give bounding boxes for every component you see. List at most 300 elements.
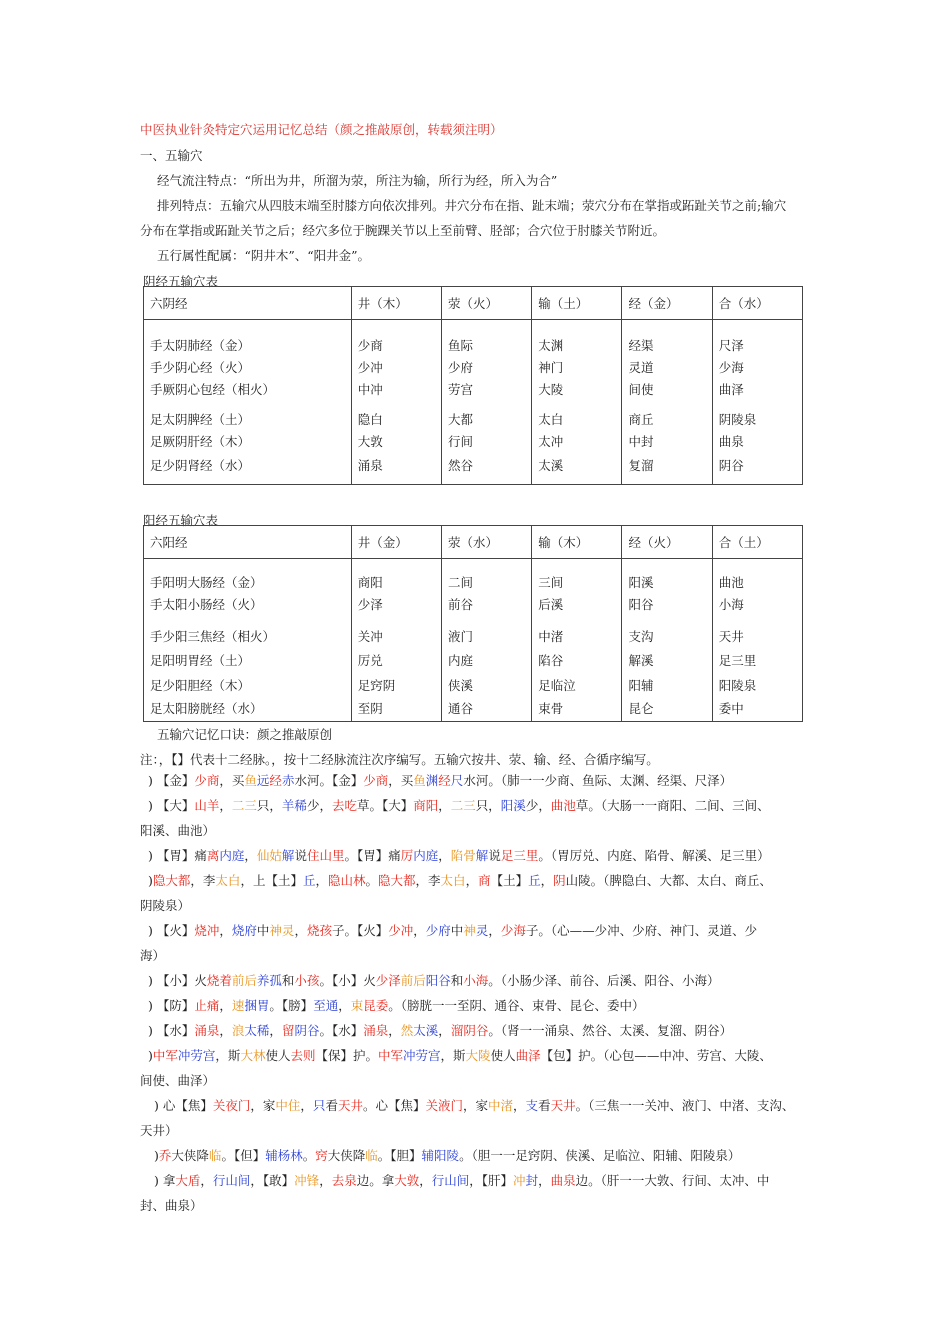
- highlight-text: 少泽: [375, 973, 401, 988]
- plain-text: 中: [450, 923, 464, 938]
- highlight-text: 曲泽: [515, 1048, 541, 1063]
- highlight-text: 窍: [315, 1148, 328, 1163]
- mnemonic-line: [140, 793, 820, 818]
- highlight-text: 辅阳陵: [421, 1148, 460, 1163]
- highlight-text: 烧着: [206, 973, 232, 988]
- mnemonic-line: [140, 1118, 820, 1143]
- table-cell: 太冲: [538, 434, 564, 449]
- highlight-text: 赤: [281, 773, 295, 788]
- plain-text: ，: [540, 873, 554, 888]
- table-cell: 涌泉: [357, 458, 383, 473]
- highlight-text: 行山间: [212, 1173, 251, 1188]
- highlight-text: 太稀: [244, 1023, 270, 1038]
- plain-text: ，: [388, 1023, 401, 1038]
- highlight-text: 太溪: [413, 1023, 439, 1038]
- jing-well-column: [351, 320, 441, 485]
- highlight-text: 支: [525, 1098, 539, 1113]
- table-cell: 后溪: [538, 597, 564, 612]
- jing-river-column: [622, 559, 712, 722]
- highlight-text: 丘: [302, 873, 316, 888]
- plain-text: ，: [294, 923, 307, 938]
- highlight-text: 神灵: [269, 923, 295, 938]
- table-cell: 关冲: [357, 629, 383, 644]
- plain-text: 。: [365, 873, 379, 888]
- highlight-text: 神: [463, 923, 476, 938]
- table-cell: 阳陵泉: [718, 678, 757, 693]
- table-cell: 手少阴心经（火）: [150, 360, 251, 375]
- header-cell: 经（金）: [622, 287, 712, 320]
- plain-text: 【保】护。: [315, 1048, 378, 1063]
- highlight-text: 太白: [215, 873, 241, 888]
- header-cell: 六阳经: [144, 526, 352, 559]
- table-cell: 少府: [447, 360, 473, 375]
- plain-text: ，家: [250, 1098, 276, 1113]
- highlight-text: 前后: [231, 973, 257, 988]
- plain-text: 。心【焦】: [362, 1098, 426, 1113]
- jing-well-column: [351, 559, 441, 722]
- highlight-text: 解: [281, 848, 295, 863]
- table-cell: 陷谷: [538, 653, 564, 668]
- plain-text: ，: [269, 1023, 282, 1038]
- header-cell: 荥（水）: [441, 526, 531, 559]
- plain-text: ，: [538, 1173, 551, 1188]
- plain-text: 。: [302, 1148, 316, 1163]
- table-cell: 隐白: [357, 412, 383, 427]
- plain-text: 使人: [265, 1048, 291, 1063]
- table-cell: 束骨: [538, 701, 564, 716]
- table-cell: 中渚: [538, 629, 564, 644]
- highlight-text: 隐山林: [327, 873, 366, 888]
- plain-text: 子。（心——少冲、少府、神门、灵道、少: [525, 923, 758, 938]
- plain-text: ): [148, 873, 153, 888]
- highlight-text: 去泉: [331, 1173, 357, 1188]
- table-cell: 前谷: [447, 597, 473, 612]
- table-cell: 足少阳胆经（木）: [150, 678, 251, 693]
- plain-text: ，: [319, 1173, 332, 1188]
- highlight-text: 封: [525, 1173, 539, 1188]
- plain-text: 。（胆一一足窍阴、侠溪、足临泣、阳辅、阳陵泉）: [459, 1148, 741, 1163]
- plain-text: ，李: [190, 873, 216, 888]
- plain-text: 天井）: [140, 1123, 178, 1138]
- table-cell: 阳辅: [628, 678, 654, 693]
- mnemonic-line: [140, 1018, 820, 1043]
- highlight-text: 去吃: [331, 798, 357, 813]
- table-cell: 手阳明大肠经（金）: [150, 575, 263, 590]
- table-cell: 天井: [718, 629, 744, 644]
- plain-text: ，: [438, 1023, 451, 1038]
- highlight-text: 山羊: [194, 798, 220, 813]
- table-cell: 太渊: [538, 338, 564, 353]
- highlight-text: 关液门: [425, 1098, 463, 1113]
- table-cell: 曲池: [718, 575, 744, 590]
- table-cell: 二间: [447, 575, 473, 590]
- plain-text: 。（胃厉兑、内庭、陷骨、解溪、足三里）: [538, 848, 770, 863]
- highlight-text: 溜阴谷: [450, 1023, 489, 1038]
- plain-text: ，: [219, 998, 232, 1013]
- plain-text: 子。【火】: [331, 923, 389, 938]
- ying-spring-column: [441, 320, 531, 485]
- yin-table: [143, 286, 803, 485]
- plain-text: 草。（大肠一一商阳、二间、三间、: [575, 798, 770, 813]
- plain-text: 。（小肠少泽、前谷、后溪、阳谷、小海）: [488, 973, 720, 988]
- table-cell: 阳谷: [628, 597, 654, 612]
- table-cell: 足太阴脾经（土）: [150, 412, 251, 427]
- highlight-text: 商: [478, 873, 491, 888]
- paragraph-arrangement-2: 分布在掌指或跖趾关节之后；经穴多位于腕踝关节以上至前臂、胫部；合穴位于肘膝关节附近。: [140, 223, 666, 238]
- highlight-text: 陷骨: [450, 848, 476, 863]
- plain-text: ，: [219, 798, 232, 813]
- shu-stream-column: [532, 559, 622, 722]
- table-cell: 劳宫: [447, 382, 473, 397]
- table-cell: 少海: [718, 360, 744, 375]
- plain-text: 【土】: [490, 873, 529, 888]
- highlight-text: 冲: [513, 1173, 526, 1188]
- plain-text: 和: [281, 973, 295, 988]
- table-cell: 足太阳膀胱经（水）: [150, 701, 263, 716]
- header-cell: 荥（火）: [441, 287, 531, 320]
- table-cell: 大敦: [357, 434, 383, 449]
- plain-text: ，斯: [440, 1048, 466, 1063]
- highlight-text: 渊: [425, 773, 439, 788]
- plain-text: 边。（肝一一大敦、行间、太冲、中: [575, 1173, 770, 1188]
- plain-text: ) 【小】火: [148, 973, 207, 988]
- mnemonic-line: [140, 818, 820, 843]
- table-cell: 侠溪: [447, 678, 473, 693]
- plain-text: ，: [513, 1098, 526, 1113]
- highlight-text: 冲劳宫: [177, 1048, 216, 1063]
- table-cell: 液门: [447, 629, 473, 644]
- plain-text: 少，: [306, 798, 332, 813]
- highlight-text: 隐大都: [378, 873, 416, 888]
- table-cell: 大陵: [538, 382, 564, 397]
- plain-text: 只，: [256, 798, 282, 813]
- highlight-text: 离: [206, 848, 220, 863]
- highlight-text: 束: [350, 998, 364, 1013]
- plain-text: 。（肾一一涌泉、然谷、太溪、复溜、阴谷）: [488, 1023, 733, 1038]
- table-cell: 行间: [447, 434, 473, 449]
- plain-text: ): [154, 1148, 159, 1163]
- plain-text: 边。拿: [356, 1173, 395, 1188]
- highlight-text: 养孤: [256, 973, 282, 988]
- plain-text: ，: [200, 1173, 213, 1188]
- plain-text: 说: [488, 848, 501, 863]
- header-cell: 输（木）: [532, 526, 622, 559]
- table-cell: 间使: [628, 382, 654, 397]
- highlight-text: 涌泉: [194, 1023, 220, 1038]
- plain-text: ，: [219, 923, 232, 938]
- highlight-text: 阴: [553, 873, 566, 888]
- header-cell: 经（火）: [622, 526, 712, 559]
- mnemonic-list: [140, 768, 820, 1218]
- highlight-text: 临: [208, 1148, 222, 1163]
- highlight-text: 中军: [378, 1048, 404, 1063]
- table-cell: 中封: [628, 434, 654, 449]
- highlight-text: 中军: [152, 1048, 178, 1063]
- highlight-text: 烧孩: [306, 923, 332, 938]
- table-cell: 曲泉: [718, 434, 744, 449]
- highlight-text: 阳谷: [425, 973, 451, 988]
- table-cell: 阴谷: [718, 458, 744, 473]
- yang-table-caption: 阳经五输穴表: [143, 513, 219, 528]
- plain-text: ，买: [388, 773, 414, 788]
- highlight-text: 内庭: [413, 848, 439, 863]
- page-title: 中医执业针灸特定穴运用记忆总结（颜之推敲原创，转载须注明）: [140, 122, 503, 137]
- header-cell: 井（金）: [351, 526, 441, 559]
- section-heading: 一、五输穴: [140, 148, 203, 163]
- table-cell: 复溜: [628, 458, 654, 473]
- table-cell: 商丘: [628, 412, 654, 427]
- plain-text: ，: [338, 998, 351, 1013]
- table-cell: 手厥阴心包经（相火）: [150, 382, 276, 397]
- highlight-text: 乔: [158, 1148, 172, 1163]
- table-cell: 神门: [538, 360, 564, 375]
- plain-text: 水河。【金】: [294, 773, 364, 788]
- highlight-text: 去则: [290, 1048, 316, 1063]
- plain-text: ) 【大】: [148, 798, 195, 813]
- plain-text: 水河。（肺一一少商、鱼际、太渊、经渠、尺泽）: [463, 773, 733, 788]
- plain-text: 使人: [490, 1048, 516, 1063]
- plain-text: ，: [488, 923, 501, 938]
- plain-text: 大侠降: [171, 1148, 209, 1163]
- highlight-text: 丘: [528, 873, 541, 888]
- highlight-text: 羊稀: [281, 798, 307, 813]
- mnemonic-line: [140, 968, 820, 993]
- highlight-text: 速: [231, 998, 245, 1013]
- plain-text: ，: [413, 923, 426, 938]
- highlight-text: 浪: [231, 1023, 245, 1038]
- mnemonic-line: [140, 893, 820, 918]
- highlight-text: 只: [312, 1098, 326, 1113]
- plain-text: 。【水】: [319, 1023, 364, 1038]
- table-cell: 经渠: [628, 338, 654, 353]
- highlight-text: 解: [475, 848, 489, 863]
- plain-text: 和: [450, 973, 464, 988]
- plain-text: ) 心【焦】: [154, 1098, 213, 1113]
- plain-text: 。（三焦一一关冲、液门、中渚、支沟、: [575, 1098, 795, 1113]
- he-sea-column: [712, 320, 802, 485]
- highlight-text: 隐大都: [152, 873, 191, 888]
- table-cell: 至阴: [357, 701, 383, 716]
- plain-text: 。【胃】痛: [344, 848, 401, 863]
- highlight-text: 烧冲: [194, 923, 220, 938]
- plain-text: 。【膀】: [269, 998, 314, 1013]
- mnemonic-note: 注：，【】代表十二经脉。，按十二经脉流注次序编写。五输穴按井、荥、输、经、合循序编写。: [140, 752, 659, 767]
- meridian-column: [144, 559, 352, 722]
- plain-text: 海）: [140, 948, 166, 963]
- table-cell: 太白: [538, 412, 564, 427]
- table-cell: 鱼际: [447, 338, 473, 353]
- highlight-text: 中住: [275, 1098, 301, 1113]
- header-cell: 六阴经: [144, 287, 352, 320]
- table-cell: 解溪: [628, 653, 654, 668]
- table-cell: 厉兑: [357, 653, 383, 668]
- mnemonic-line: [140, 1168, 820, 1193]
- plain-text: ，【肝】: [469, 1173, 514, 1188]
- yin-table-caption: 阴经五输穴表: [143, 274, 219, 289]
- table-cell: 足厥阴肝经（木）: [150, 434, 251, 449]
- plain-text: ，: [300, 1098, 313, 1113]
- plain-text: 。【胆】: [377, 1148, 422, 1163]
- plain-text: ，李: [415, 873, 441, 888]
- highlight-text: 住山里: [306, 848, 345, 863]
- highlight-text: 二三: [231, 798, 257, 813]
- highlight-text: 天井: [337, 1098, 363, 1113]
- plain-text: ) 【金】: [148, 773, 195, 788]
- plain-text: ，: [438, 848, 451, 863]
- table-cell: 手太阳小肠经（火）: [150, 597, 263, 612]
- mnemonic-heading: 五输穴记忆口诀：颜之推敲原创: [157, 727, 333, 742]
- paragraph-five-elements: 五行属性配属：“阴井木”、“阳井金”。: [157, 248, 371, 263]
- highlight-text: 冲劳宫: [403, 1048, 441, 1063]
- table-cell: 商阳: [357, 575, 383, 590]
- plain-text: 。（膀胱一一至阴、通谷、束骨、昆仑、委中）: [388, 998, 645, 1013]
- mnemonic-line: [140, 943, 820, 968]
- highlight-text: 前后: [400, 973, 426, 988]
- table-cell: 三间: [538, 575, 564, 590]
- highlight-text: 冲锋: [294, 1173, 320, 1188]
- mnemonic-line: [140, 993, 820, 1018]
- plain-text: ) 拿: [154, 1173, 176, 1188]
- plain-text: 说: [294, 848, 307, 863]
- plain-text: 阳溪、曲池）: [140, 823, 216, 838]
- highlight-text: 内庭: [219, 848, 245, 863]
- highlight-text: 曲泉: [550, 1173, 576, 1188]
- mnemonic-line: [140, 1043, 820, 1068]
- table-cell: 阳溪: [628, 575, 654, 590]
- shu-stream-column: [532, 320, 622, 485]
- highlight-text: 灵: [475, 923, 489, 938]
- mnemonic-line: [140, 843, 820, 868]
- table-cell: 委中: [718, 701, 744, 716]
- table-cell: 灵道: [628, 360, 654, 375]
- table-cell: 足临泣: [538, 678, 576, 693]
- plain-text: 【包】护。（心包——中冲、劳宫、大陵、: [540, 1048, 772, 1063]
- table-cell: 足三里: [718, 653, 757, 668]
- plain-text: ，: [438, 798, 451, 813]
- highlight-text: 经: [438, 773, 451, 788]
- plain-text: 阴陵泉）: [140, 898, 191, 913]
- highlight-text: 中渚: [488, 1098, 514, 1113]
- highlight-text: 止痛: [194, 998, 220, 1013]
- table-cell: 中冲: [357, 382, 383, 397]
- table-cell: 通谷: [447, 701, 473, 716]
- table-cell: 支沟: [628, 629, 654, 644]
- plain-text: 间使、曲泽）: [140, 1073, 216, 1088]
- table-cell: 少泽: [357, 597, 383, 612]
- table-cell: 手太阴肺经（金）: [150, 338, 251, 353]
- highlight-text: 经: [269, 773, 282, 788]
- plain-text: 看: [325, 1098, 338, 1113]
- paragraph-flow: 经气流注特点：“所出为井，所溜为荥，所注为输，所行为经，所入为合”: [157, 173, 558, 188]
- header-cell: 井（木）: [351, 287, 441, 320]
- mnemonic-line: [140, 1093, 820, 1118]
- highlight-text: 行山间: [431, 1173, 470, 1188]
- highlight-text: 曲池: [550, 798, 576, 813]
- highlight-text: 二三: [450, 798, 476, 813]
- paragraph-arrangement-1: 排列特点：五输穴从四肢末端至肘膝方向依次排列。井穴分布在指、趾末端；荥穴分布在掌指或跖趾关节之前;输穴: [157, 198, 787, 213]
- highlight-text: 少商: [194, 773, 220, 788]
- highlight-text: 然: [400, 1023, 414, 1038]
- mnemonic-line: [140, 1068, 820, 1093]
- highlight-text: 涌泉: [363, 1023, 389, 1038]
- plain-text: 中: [256, 923, 270, 938]
- highlight-text: 烧府: [231, 923, 257, 938]
- highlight-text: 留: [281, 1023, 295, 1038]
- highlight-text: 昆委: [363, 998, 389, 1013]
- highlight-text: 厉: [400, 848, 414, 863]
- ying-spring-column: [441, 559, 531, 722]
- plain-text: 少，: [525, 798, 551, 813]
- highlight-text: 远: [256, 773, 270, 788]
- highlight-text: 仙姑: [256, 848, 282, 863]
- he-sea-column: [712, 559, 802, 722]
- plain-text: ) 【防】: [148, 998, 195, 1013]
- highlight-text: 太白: [440, 873, 466, 888]
- highlight-text: 大陵: [465, 1048, 491, 1063]
- highlight-text: 小海: [463, 973, 489, 988]
- highlight-text: 辅杨林: [265, 1148, 303, 1163]
- plain-text: 草。【大】: [356, 798, 414, 813]
- plain-text: 。【但】: [221, 1148, 266, 1163]
- highlight-text: 尺: [450, 773, 464, 788]
- plain-text: 封、曲泉）: [140, 1198, 203, 1213]
- mnemonic-line: [140, 1193, 820, 1218]
- jing-river-column: [622, 320, 712, 485]
- plain-text: ) 【水】: [148, 1023, 195, 1038]
- table-cell: 曲泽: [718, 382, 744, 397]
- plain-text: ): [148, 1048, 153, 1063]
- plain-text: ) 【胃】痛: [148, 848, 207, 863]
- meridian-column: [144, 320, 352, 485]
- table-cell: 昆仑: [628, 701, 654, 716]
- plain-text: 。【小】火: [319, 973, 376, 988]
- table-cell: 内庭: [447, 653, 473, 668]
- yang-table: [143, 525, 803, 722]
- table-cell: 阴陵泉: [718, 412, 757, 427]
- highlight-text: 少海: [500, 923, 526, 938]
- plain-text: 大侠降: [327, 1148, 366, 1163]
- header-cell: 输（土）: [532, 287, 622, 320]
- table-cell: 少冲: [357, 360, 383, 375]
- highlight-text: 大敦: [394, 1173, 420, 1188]
- plain-text: ，: [219, 1023, 232, 1038]
- highlight-text: 捆胃: [244, 998, 270, 1013]
- mnemonic-line: [140, 1143, 820, 1168]
- plain-text: ，上【土】: [240, 873, 303, 888]
- table-cell: 太溪: [538, 458, 564, 473]
- highlight-text: 足三里: [500, 848, 539, 863]
- highlight-text: 临: [365, 1148, 378, 1163]
- highlight-text: 少冲: [388, 923, 414, 938]
- plain-text: 只，: [475, 798, 501, 813]
- plain-text: ，买: [219, 773, 245, 788]
- mnemonic-line: [140, 868, 820, 893]
- table-cell: 尺泽: [718, 338, 744, 353]
- plain-text: 山陵。（脾隐白、大都、太白、商丘、: [565, 873, 772, 888]
- highlight-text: 鱼: [413, 773, 426, 788]
- table-cell: 手少阳三焦经（相火）: [150, 629, 276, 644]
- plain-text: 看: [538, 1098, 551, 1113]
- highlight-text: 小孩: [294, 973, 320, 988]
- highlight-text: 大盾: [175, 1173, 201, 1188]
- highlight-text: 阴谷: [294, 1023, 320, 1038]
- highlight-text: 至通: [313, 998, 339, 1013]
- header-cell: 合（水）: [712, 287, 802, 320]
- table-cell: 然谷: [447, 458, 473, 473]
- plain-text: ，: [244, 848, 257, 863]
- plain-text: ，斯: [215, 1048, 241, 1063]
- table-cell: 足阳明胃经（土）: [150, 653, 251, 668]
